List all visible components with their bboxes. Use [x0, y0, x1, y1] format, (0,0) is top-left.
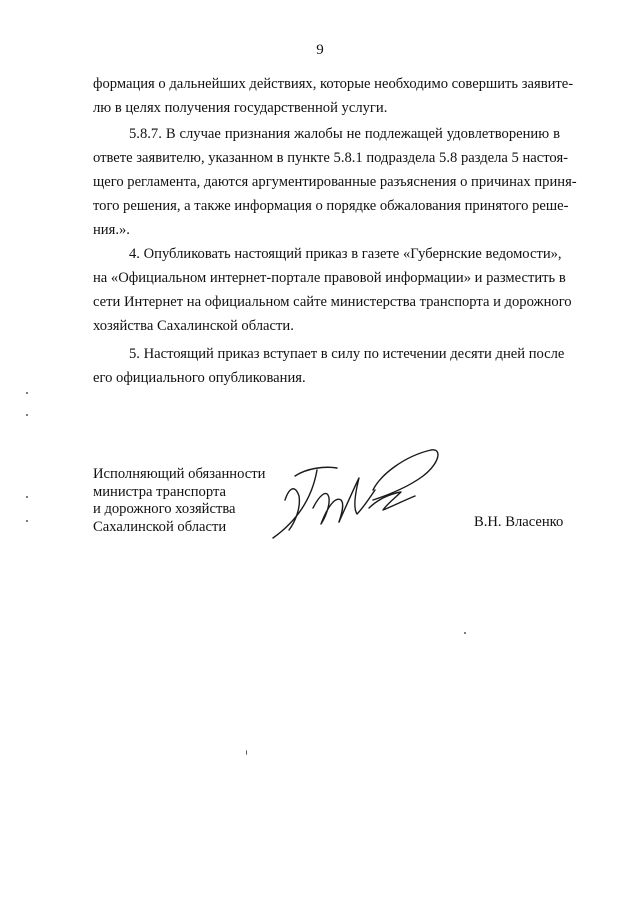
signer-position-line: министра транспорта	[93, 483, 226, 500]
text-line: его официального опубликования.	[93, 370, 306, 386]
signer-name: В.Н. Власенко	[474, 514, 564, 530]
text-line: 4. Опубликовать настоящий приказ в газете «Губернские ведомости»,	[129, 246, 562, 262]
text-line: 5.8.7. В случае признания жалобы не подлежащей удовлетворению в	[129, 126, 560, 142]
signer-position-line: и дорожного хозяйства	[93, 501, 236, 517]
text-line: щего регламента, даются аргументированные разъяснения о причинах приня-	[93, 174, 577, 190]
paragraph-5-8-7	[93, 122, 577, 242]
scan-speck	[26, 392, 28, 394]
text-line: на «Официальном интернет-портале правовой информации» и разместить в	[93, 270, 566, 286]
text-line: формация о дальнейших действиях, которые необходимо совершить заявите-	[93, 76, 574, 92]
signature-icon	[255, 438, 445, 548]
paragraph-continuation	[93, 72, 574, 120]
paragraph-item-5	[93, 342, 565, 390]
text-line: 5. Настоящий приказ вступает в силу по истечении десяти дней после	[129, 346, 565, 362]
scan-speck	[26, 520, 28, 522]
signer-position	[93, 466, 265, 536]
text-line: сети Интернет на официальном сайте министерства транспорта и дорожного	[93, 294, 572, 310]
text-line: ответе заявителю, указанном в пункте 5.8.1 подраздела 5.8 раздела 5 настоя-	[93, 150, 569, 166]
text-line: ния.».	[93, 222, 130, 238]
text-line: того решения, а также информация о порядке обжалования принятого реше-	[93, 198, 569, 214]
scan-speck	[26, 496, 28, 498]
scan-speck	[246, 750, 247, 755]
text-line: хозяйства Сахалинской области.	[93, 318, 294, 334]
paragraph-item-4	[93, 242, 572, 338]
signer-position-line: Сахалинской области	[93, 518, 227, 535]
signer-position-line: Исполняющий обязанности	[93, 466, 266, 482]
page-number: 9	[316, 42, 324, 58]
scan-speck	[26, 414, 28, 416]
text-line: лю в целях получения государственной услуги.	[93, 100, 388, 116]
scan-speck	[464, 632, 466, 634]
